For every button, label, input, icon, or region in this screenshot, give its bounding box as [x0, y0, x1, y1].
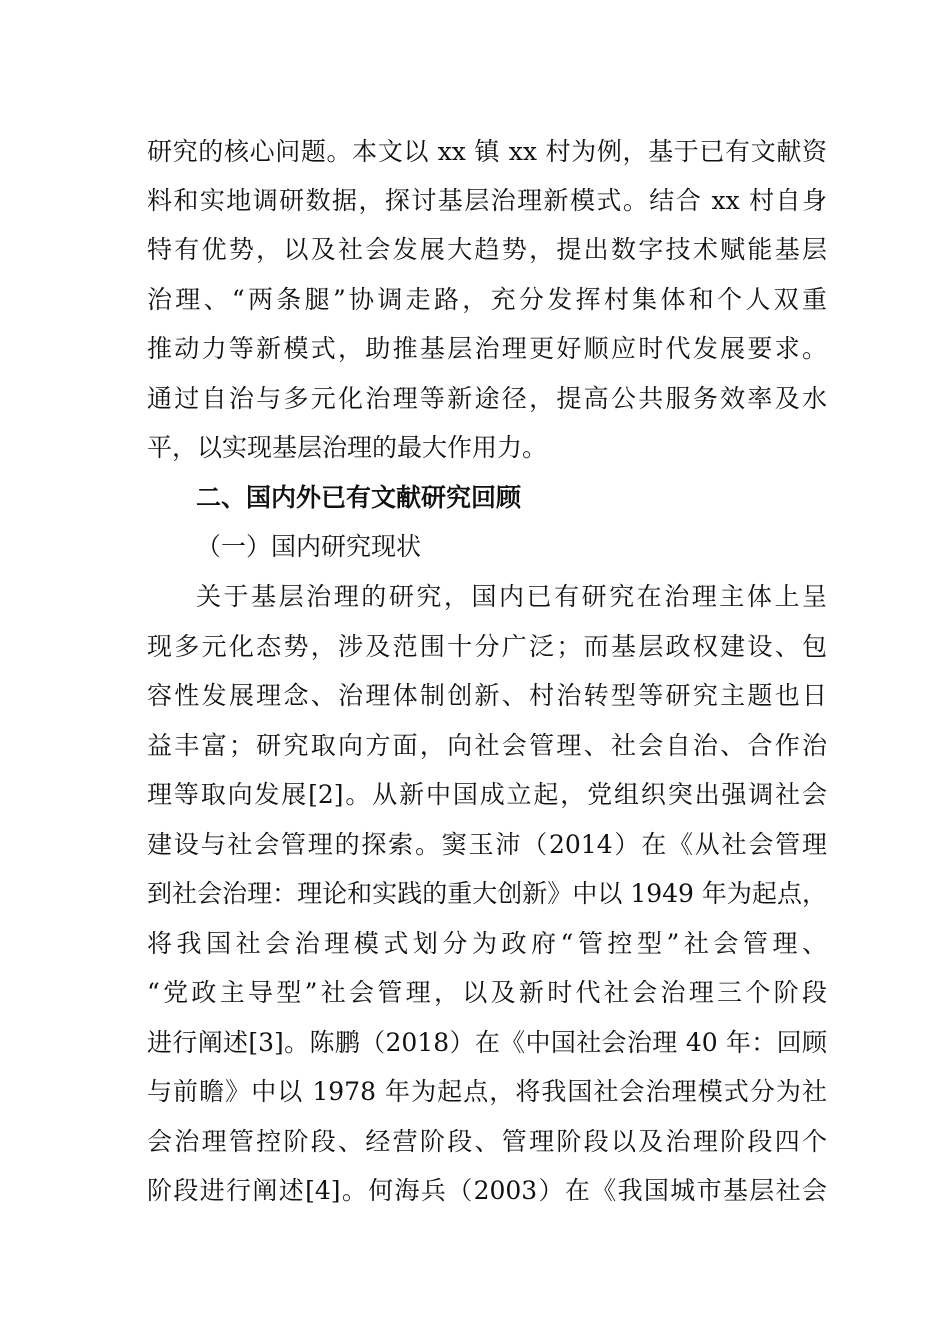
body-line: 阶段进行阐述[4]。何海兵（2003）在《我国城市基层社会: [147, 1176, 827, 1205]
body-line: 会治理管控阶段、经营阶段、管理阶段以及治理阶段四个: [147, 1127, 827, 1156]
intro-line: 平，以实现基层治理的最大作用力。: [147, 433, 548, 462]
body-line: 理等取向发展[2]。从新中国成立起，党组织突出强调社会: [147, 780, 827, 809]
subsection-heading: （一）国内研究现状: [196, 532, 422, 561]
body-line: 关于基层治理的研究，国内已有研究在治理主体上呈: [196, 582, 827, 611]
body-line: 建设与社会管理的探索。窦玉沛（2014）在《从社会管理: [147, 830, 827, 859]
intro-line: 特有优势，以及社会发展大趋势，提出数字技术赋能基层: [147, 235, 827, 264]
body-line: 进行阐述[3]。陈鹏（2018）在《中国社会治理 40 年：回顾: [147, 1028, 827, 1057]
section-heading: 二、国内外已有文献研究回顾: [196, 483, 522, 512]
body-line: “党政主导型”社会管理，以及新时代社会治理三个阶段: [147, 978, 827, 1007]
intro-line: 通过自治与多元化治理等新途径，提高公共服务效率及水: [147, 384, 827, 413]
body-line: 容性发展理念、治理体制创新、村治转型等研究主题也日: [147, 681, 827, 710]
intro-line: 料和实地调研数据，探讨基层治理新模式。结合 xx 村自身: [147, 186, 827, 215]
body-line: 现多元化态势，涉及范围十分广泛；而基层政权建设、包: [147, 632, 827, 661]
intro-line: 治理、“两条腿”协调走路，充分发挥村集体和个人双重: [147, 285, 827, 314]
intro-line: 推动力等新模式，助推基层治理更好顺应时代发展要求。: [147, 334, 827, 363]
body-line: 到社会治理：理论和实践的重大创新》中以 1949 年为起点，: [147, 879, 827, 908]
body-line: 益丰富；研究取向方面，向社会管理、社会自治、合作治: [147, 731, 827, 760]
intro-line: 研究的核心问题。本文以 xx 镇 xx 村为例，基于已有文献资: [147, 137, 827, 166]
body-line: 将我国社会治理模式划分为政府“管控型”社会管理、: [147, 929, 827, 958]
body-line: 与前瞻》中以 1978 年为起点，将我国社会治理模式分为社: [147, 1077, 827, 1106]
